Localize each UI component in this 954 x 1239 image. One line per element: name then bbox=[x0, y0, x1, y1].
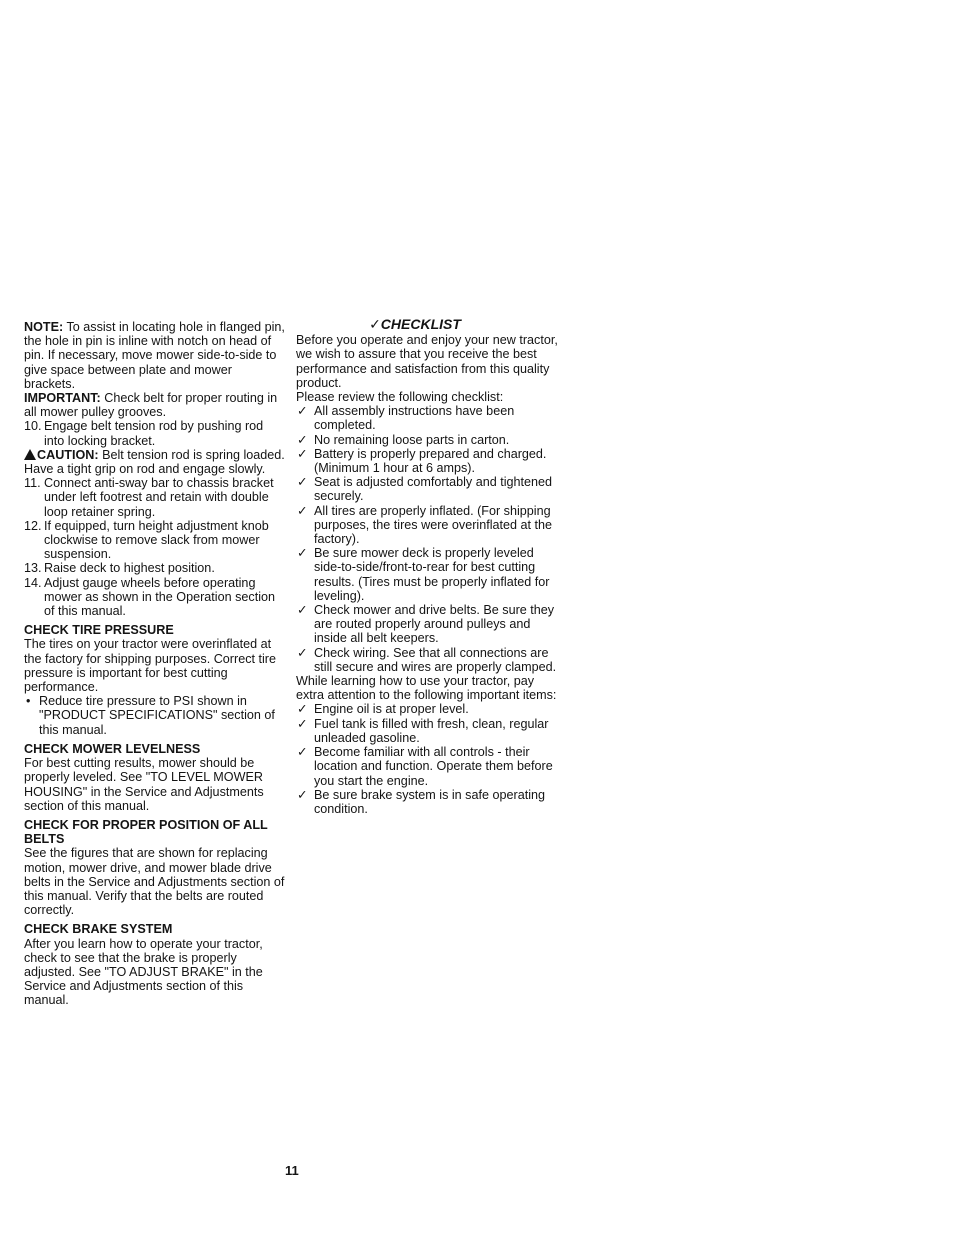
checklist-item-text: No remaining loose parts in carton. bbox=[314, 432, 510, 447]
important-item-text: Fuel tank is filled with fresh, clean, regular unleaded gasoline. bbox=[314, 716, 549, 745]
checklist-item bbox=[296, 447, 558, 475]
step-item bbox=[24, 419, 286, 447]
mower-levelness-text: For best cutting results, mower should be properly leveled. See "TO LEVEL MOWER HOUSING" in the Service and Adjustments section of this manual. bbox=[24, 756, 264, 813]
checklist-review: Please review the following checklist: bbox=[296, 390, 504, 405]
bullet-text: Reduce tire pressure to PSI shown in "PRODUCT SPECIFICATIONS" section of this manual. bbox=[39, 694, 275, 737]
step-item bbox=[24, 519, 286, 562]
check-icon: ✓ bbox=[297, 645, 308, 660]
step-item bbox=[24, 476, 286, 519]
step-text: Engage belt tension rod by pushing rod into locking bracket. bbox=[44, 419, 264, 448]
right-column bbox=[296, 316, 558, 816]
caution-text: Belt tension rod is spring loaded. Have a tight grip on rod and engage slowly. bbox=[24, 447, 285, 477]
important-item-text: Become familiar with all controls - their location and function. Operate them before you start the engine. bbox=[314, 745, 553, 788]
step-number: 11. bbox=[24, 476, 41, 491]
step-text: Adjust gauge wheels before operating mower as shown in the Operation section of this manual. bbox=[44, 575, 276, 619]
caution-paragraph bbox=[24, 448, 286, 476]
important-item-text: Be sure brake system is in safe operating condition. bbox=[314, 787, 545, 816]
tire-pressure-bullet bbox=[24, 694, 286, 737]
check-icon: ✓ bbox=[297, 475, 308, 490]
caution-label: CAUTION: bbox=[37, 447, 99, 462]
note-label: NOTE: bbox=[24, 320, 64, 334]
important-item bbox=[296, 745, 558, 788]
tire-pressure-text: The tires on your tractor were overinflated at the factory for shipping purposes. Correct tire pressure is important for best cutting performance. bbox=[24, 637, 276, 695]
step-number: 10. bbox=[24, 419, 42, 434]
important-item bbox=[296, 788, 558, 816]
step-text: Raise deck to highest position. bbox=[44, 561, 215, 576]
important-item bbox=[296, 702, 558, 716]
checklist-item-text: Battery is properly prepared and charged.(Minimum 1 hour at 6 amps). bbox=[314, 446, 547, 476]
brake-system-heading: CHECK BRAKE SYSTEM bbox=[24, 922, 173, 937]
check-icon: ✓ bbox=[297, 716, 308, 731]
checklist-item bbox=[296, 646, 558, 674]
checklist-item-text: All tires are properly inflated. (For shipping purposes, the tires were overinflated at the factory). bbox=[314, 503, 553, 547]
mower-levelness-heading: CHECK MOWER LEVELNESS bbox=[24, 741, 201, 756]
warning-icon bbox=[24, 449, 36, 460]
check-icon: ✓ bbox=[297, 432, 308, 447]
step-number: 14. bbox=[24, 575, 42, 590]
step-item bbox=[24, 576, 286, 619]
check-icon: ✓ bbox=[297, 446, 308, 461]
checklist-item bbox=[296, 504, 558, 547]
brake-system-text: After you learn how to operate your tractor, check to see that the brake is properly adjusted. See "TO ADJUST BRAKE" in the Service and Adjustments section of this manual. bbox=[24, 936, 263, 1008]
left-column bbox=[24, 320, 286, 1008]
belts-text: See the figures that are shown for replacing motion, mower drive, and mower blade drive belts in the Service and Adjustments section of this manual. Verify that the belts are routed correctly. bbox=[24, 846, 285, 918]
belts-heading: CHECK FOR PROPER POSITION OF ALL BELTS bbox=[24, 817, 268, 847]
note-text: To assist in locating hole in flanged pin, the hole in pin is inline with notch on head of pin. If necessary, move mower side-to-side to give space between plate and mower brackets. bbox=[24, 320, 285, 391]
checklist-item bbox=[296, 433, 558, 447]
check-icon: ✓ bbox=[297, 702, 308, 717]
important-item bbox=[296, 717, 558, 745]
check-icon: ✓ bbox=[297, 603, 308, 618]
checklist-item bbox=[296, 475, 558, 503]
important-text: Check belt for proper routing in all mower pulley grooves. bbox=[24, 391, 278, 420]
check-icon: ✓ bbox=[297, 787, 308, 802]
important-item-text: Engine oil is at proper level. bbox=[314, 702, 469, 717]
important-label: IMPORTANT: bbox=[24, 391, 101, 406]
learning-paragraph: While learning how to use your tractor, pay extra attention to the following important items: bbox=[296, 674, 557, 703]
checklist-item-text: Check mower and drive belts. Be sure they are routed properly around pulleys and inside all belt keepers. bbox=[314, 603, 555, 646]
check-icon: ✓ bbox=[297, 503, 308, 518]
check-icon: ✓ bbox=[297, 404, 308, 419]
important-paragraph bbox=[24, 391, 286, 419]
step-number: 13. bbox=[24, 561, 42, 576]
checklist-item-text: Check wiring. See that all connections are still secure and wires are properly clamped. bbox=[314, 645, 557, 674]
checklist-title: ✓CHECKLIST bbox=[369, 316, 461, 332]
checklist-item-text: All assembly instructions have been completed. bbox=[314, 404, 515, 433]
checklist-item bbox=[296, 603, 558, 646]
step-text: Connect anti-sway bar to chassis bracket under left footrest and retain with double loop retainer spring. bbox=[44, 476, 274, 519]
checklist-item bbox=[296, 404, 558, 432]
tire-pressure-heading: CHECK TIRE PRESSURE bbox=[24, 623, 174, 638]
step-number: 12. bbox=[24, 518, 42, 533]
check-icon: ✓ bbox=[297, 546, 308, 561]
page-number: 11 bbox=[285, 1163, 299, 1178]
check-icon: ✓ bbox=[297, 745, 308, 760]
checklist-intro: Before you operate and enjoy your new tractor, we wish to assure that you receive the best performance and satisfaction from this quality product. bbox=[296, 333, 558, 390]
checklist-item bbox=[296, 546, 558, 603]
note-paragraph bbox=[24, 320, 286, 391]
bullet-icon: • bbox=[26, 694, 31, 709]
checklist-item-text: Seat is adjusted comfortably and tightened securely. bbox=[314, 475, 553, 504]
step-text: If equipped, turn height adjustment knob clockwise to remove slack from mower suspension. bbox=[44, 518, 269, 562]
step-item bbox=[24, 561, 286, 575]
checklist-item-text: Be sure mower deck is properly leveled side-to-side/front-to-rear for best cutting results. (Tires must be properly inflated for leveling). bbox=[314, 546, 550, 603]
